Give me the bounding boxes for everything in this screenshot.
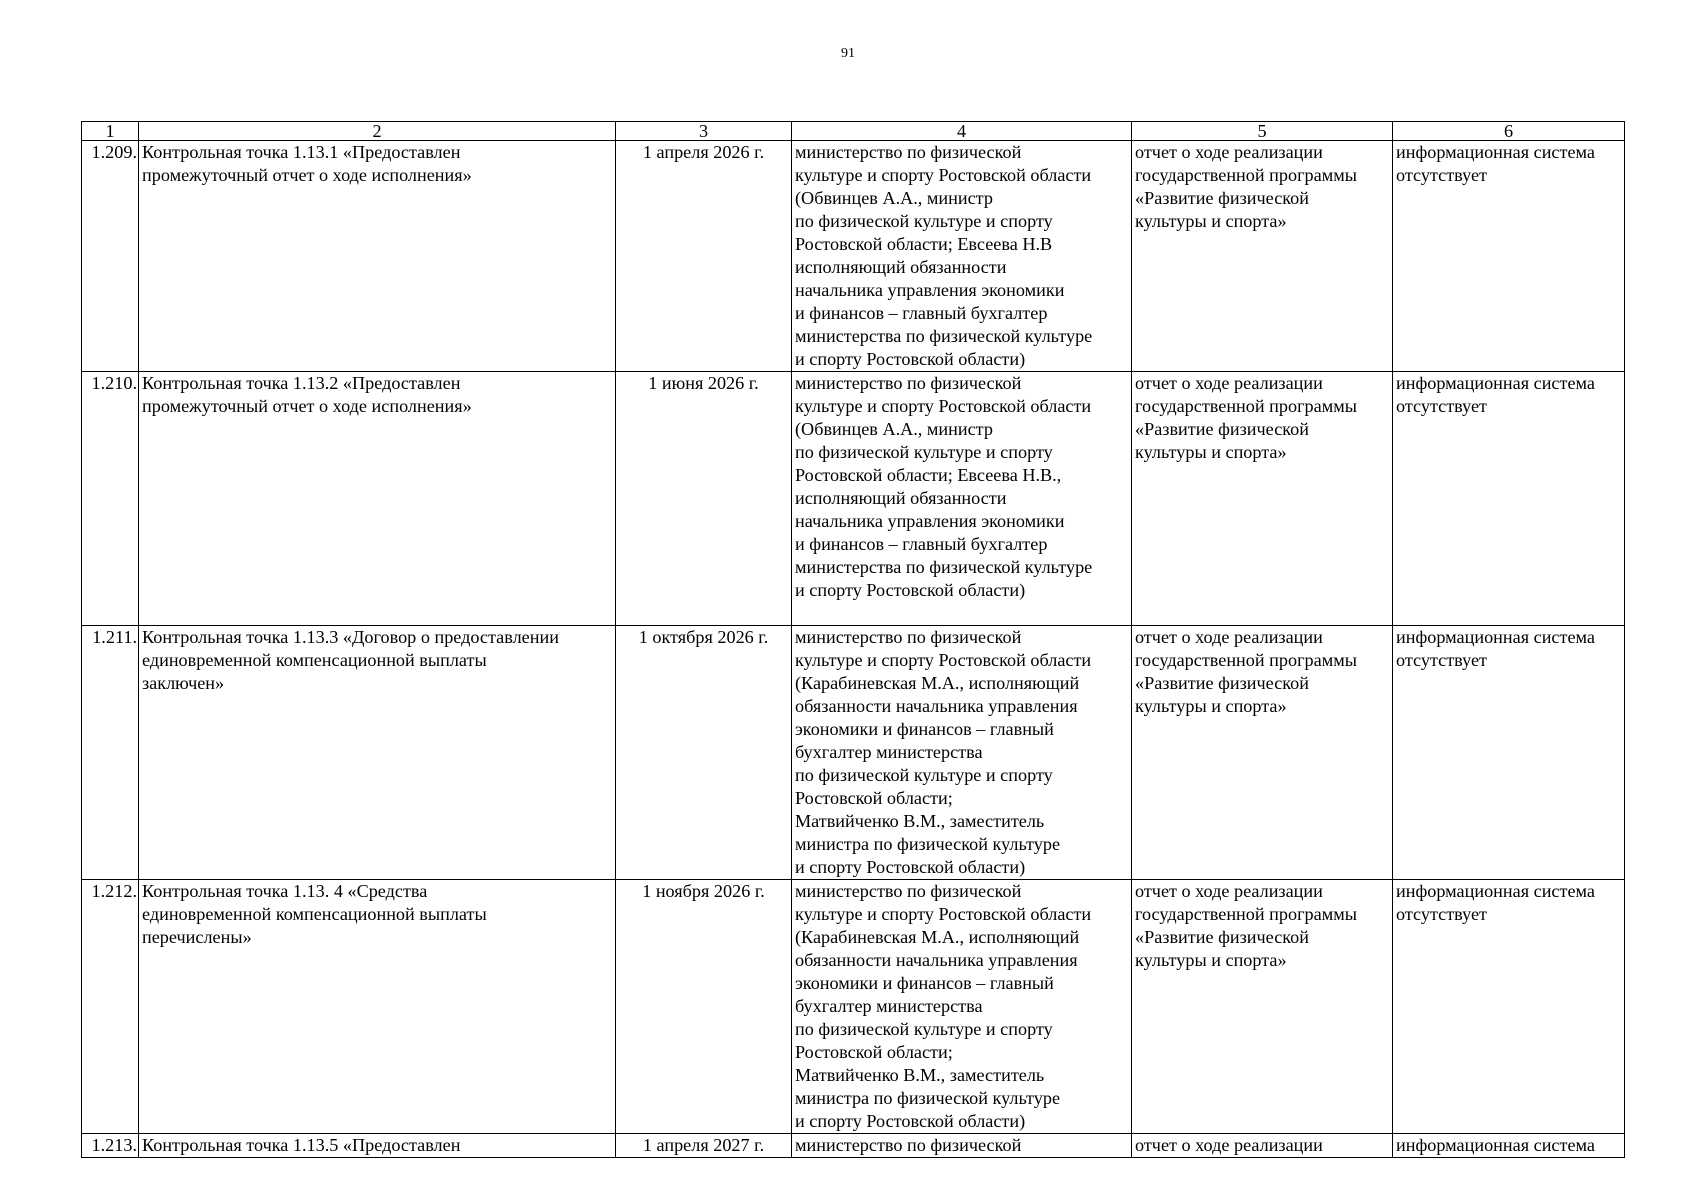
responsible-executor: министерство по физической культуре и спорту Ростовской области (Карабиневская М.А., исполняющий обязанности начальника управления экономики и финансов – главный бухгалтер министерства по физической культуре и спорту Ростовской области; Матвийченко В.М., заместитель министра по физической культуре и спорту Ростовской области) (792, 880, 1132, 1134)
control-point-name: Контрольная точка 1.13.3 «Договор о предоставлении единовременной компенсационной выплаты заключен» (139, 626, 616, 880)
header-col-3: 3 (616, 122, 792, 141)
table-row (82, 141, 1625, 372)
control-point-name: Контрольная точка 1.13.5 «Предоставлен (139, 1134, 616, 1158)
information-system: информационная система отсутствует (1393, 141, 1625, 372)
control-point-name: Контрольная точка 1.13.2 «Предоставлен промежуточный отчет о ходе исполнения» (139, 372, 616, 626)
header-col-1: 1 (82, 122, 139, 141)
due-date: 1 ноября 2026 г. (616, 880, 792, 1134)
row-number: 1.209. (82, 141, 139, 372)
responsible-executor: министерство по физической культуре и спорту Ростовской области (Обвинцев А.А., министр по физической культуре и спорту Ростовской области; Евсеева Н.В исполняющий обязанности начальника управления экономики и финансов – главный бухгалтер министерства по физической культуре и спорту Ростовской области) (792, 141, 1132, 372)
information-system: информационная система отсутствует (1393, 880, 1625, 1134)
table-row (82, 372, 1625, 626)
row-number: 1.211. (82, 626, 139, 880)
page-number: 91 (841, 46, 855, 61)
due-date: 1 июня 2026 г. (616, 372, 792, 626)
responsible-executor: министерство по физической (792, 1134, 1132, 1158)
confirming-document: отчет о ходе реализации государственной программы «Развитие физической культуры и спорта» (1132, 880, 1393, 1134)
control-point-name: Контрольная точка 1.13.1 «Предоставлен промежуточный отчет о ходе исполнения» (139, 141, 616, 372)
information-system: информационная система отсутствует (1393, 372, 1625, 626)
information-system: информационная система отсутствует (1393, 626, 1625, 880)
table-row (82, 880, 1625, 1134)
table-row (82, 626, 1625, 880)
due-date: 1 апреля 2027 г. (616, 1134, 792, 1158)
header-col-6: 6 (1393, 122, 1625, 141)
due-date: 1 апреля 2026 г. (616, 141, 792, 372)
control-point-name: Контрольная точка 1.13. 4 «Средства единовременной компенсационной выплаты перечислены» (139, 880, 616, 1134)
confirming-document: отчет о ходе реализации (1132, 1134, 1393, 1158)
responsible-executor: министерство по физической культуре и спорту Ростовской области (Карабиневская М.А., исполняющий обязанности начальника управления экономики и финансов – главный бухгалтер министерства по физической культуре и спорту Ростовской области; Матвийченко В.М., заместитель министра по физической культуре и спорту Ростовской области) (792, 626, 1132, 880)
row-number: 1.212. (82, 880, 139, 1134)
control-points-table (81, 121, 1625, 1158)
row-number: 1.210. (82, 372, 139, 626)
confirming-document: отчет о ходе реализации государственной программы «Развитие физической культуры и спорта» (1132, 626, 1393, 880)
header-col-5: 5 (1132, 122, 1393, 141)
table-row (82, 1134, 1625, 1158)
table-header-row (82, 122, 1625, 141)
confirming-document: отчет о ходе реализации государственной программы «Развитие физической культуры и спорта» (1132, 141, 1393, 372)
due-date: 1 октября 2026 г. (616, 626, 792, 880)
responsible-executor: министерство по физической культуре и спорту Ростовской области (Обвинцев А.А., министр по физической культуре и спорту Ростовской области; Евсеева Н.В., исполняющий обязанности начальника управления экономики и финансов – главный бухгалтер министерства по физической культуре и спорту Ростовской области) (792, 372, 1132, 626)
header-col-4: 4 (792, 122, 1132, 141)
information-system: информационная система (1393, 1134, 1625, 1158)
header-col-2: 2 (139, 122, 616, 141)
confirming-document: отчет о ходе реализации государственной программы «Развитие физической культуры и спорта» (1132, 372, 1393, 626)
row-number: 1.213. (82, 1134, 139, 1158)
